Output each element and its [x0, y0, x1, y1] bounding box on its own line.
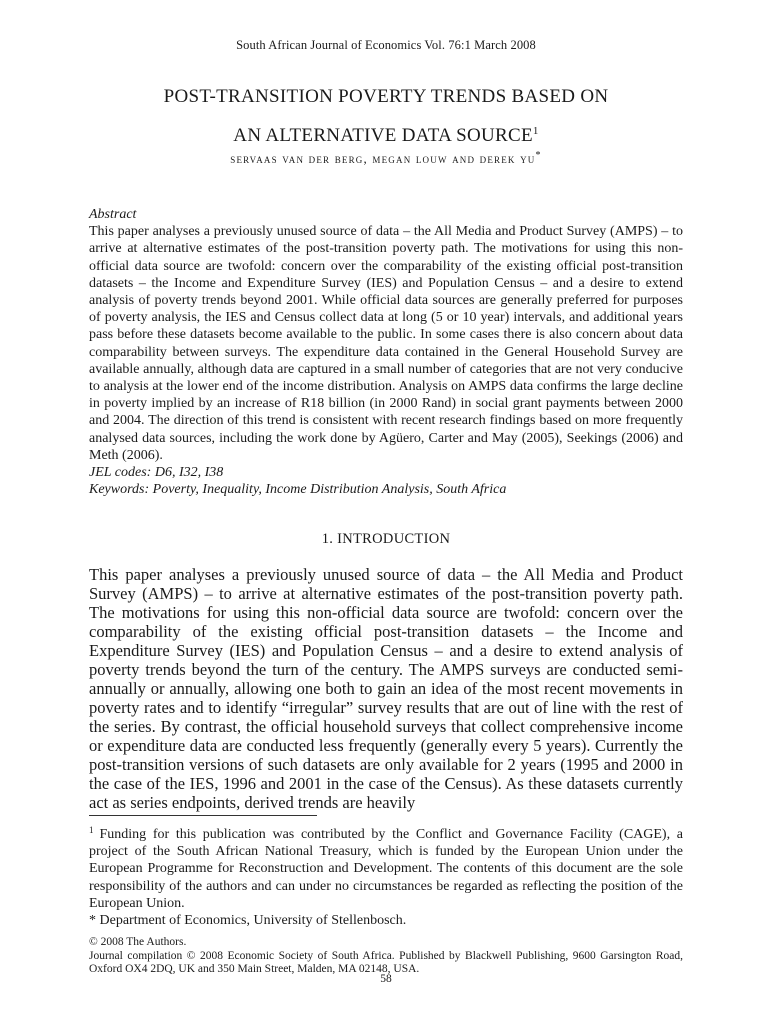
keywords: Keywords: Poverty, Inequality, Income Distribution Analysis, South Africa [89, 482, 507, 498]
footnote-divider [89, 815, 317, 816]
copyright-notice [89, 936, 683, 977]
footnote [89, 912, 683, 929]
journal-compilation-line: Journal compilation © 2008 Economic Society of South Africa. Published by Blackwell Publishing, 9600 Garsington Road, Oxford OX4 2DQ, UK and 350 Main Street, Malden, MA 02148, USA. [89, 949, 683, 975]
author-line [89, 150, 683, 167]
footnote-text: Funding for this publication was contributed by the Conflict and Governance Facility (CAGE), a project of the South African National Treasury, which is funded by the European Union under the European Programme for Reconstruction and Development. The contents of this document are the sole responsibility of the authors and can under no circumstances be regarded as reflecting the position of the European Union. [89, 827, 683, 911]
running-head: South African Journal of Economics Vol. 76:1 March 2008 [236, 38, 536, 52]
author-affiliation-marker: * [535, 150, 542, 161]
copyright-line: © 2008 The Authors. [89, 936, 187, 948]
introduction-paragraph: This paper analyses a previously unused source of data – the All Media and Product Survey (AMPS) – to arrive at alternative estimates of the post-transition poverty path. The motivations for using this non-official data source are twofold: concern over the comparability of the existing official post-transition datasets – the Income and Expenditure Survey (IES) and Population Census – and a desire to extend analysis of poverty trends beyond the turn of the century. The AMPS surveys are conducted semi-annually or annually, allowing one both to gain an idea of the most recent movements in poverty rates and to identify “irregular” survey results that are out of line with the rest of the series. By contrast, the official household surveys that collect comprehensive income or expenditure data are conducted less frequently (generally every 5 years). Currently the post-transition versions of such datasets are only available for 2 years (1995 and 2000 in the case of the IES, 1996 and 2001 in the case of the Census). As these datasets currently act as series endpoints, derived trends are heavily [89, 565, 683, 812]
footnote [89, 822, 683, 912]
abstract-text: This paper analyses a previously unused source of data – the All Media and Product Survey (AMPS) – to arrive at alternative estimates of the post-transition poverty path. The motivations for using this non-official data source are twofold: concern over the comparability of the existing official post-transition datasets – the Income and Expenditure Survey (IES) and Population Census – and a desire to extend analysis of poverty trends beyond 2001. While official data sources are generally preferred for purposes of poverty analysis, the IES and Census collect data at long (5 or 10 year) intervals, and additional years pass before these datasets become available to the public. In some cases there is also concern about data comparability between surveys. The expenditure data contained in the General Household Survey are available annually, although data are captured in a small number of categories that are not very conducive to analysis at the lower end of the income distribution. Analysis on AMPS data confirms the large decline in poverty implied by an increase of R18 billion (in 2000 Rand) in social grant payments between 2000 and 2004. The direction of this trend is consistent with recent research findings based on more frequently analysed data sources, including the work done by Agüero, Carter and May (2005), Seekings (2006) and Meth (2006). [89, 224, 683, 463]
title-line-1: POST-TRANSITION POVERTY TRENDS BASED ON [163, 86, 609, 107]
section-heading: 1. INTRODUCTION [321, 531, 451, 547]
footnote-marker: 1 [89, 825, 94, 835]
title-line-2-text: AN ALTERNATIVE DATA SOURCE [233, 125, 533, 146]
page-number: 58 [380, 973, 392, 985]
author-names: servaas van der berg, megan louw and derek yu [230, 151, 536, 166]
footnote-text: Department of Economics, University of Stellenbosch. [99, 913, 407, 929]
title-footnote-marker: 1 [532, 125, 539, 137]
abstract-block [89, 206, 683, 498]
footnotes [89, 822, 683, 929]
footnote-marker: * [89, 913, 96, 929]
abstract-label: Abstract [89, 207, 137, 222]
article-title [89, 80, 683, 153]
title-line-2 [89, 114, 683, 153]
jel-codes: JEL codes: D6, I32, I38 [89, 465, 224, 481]
